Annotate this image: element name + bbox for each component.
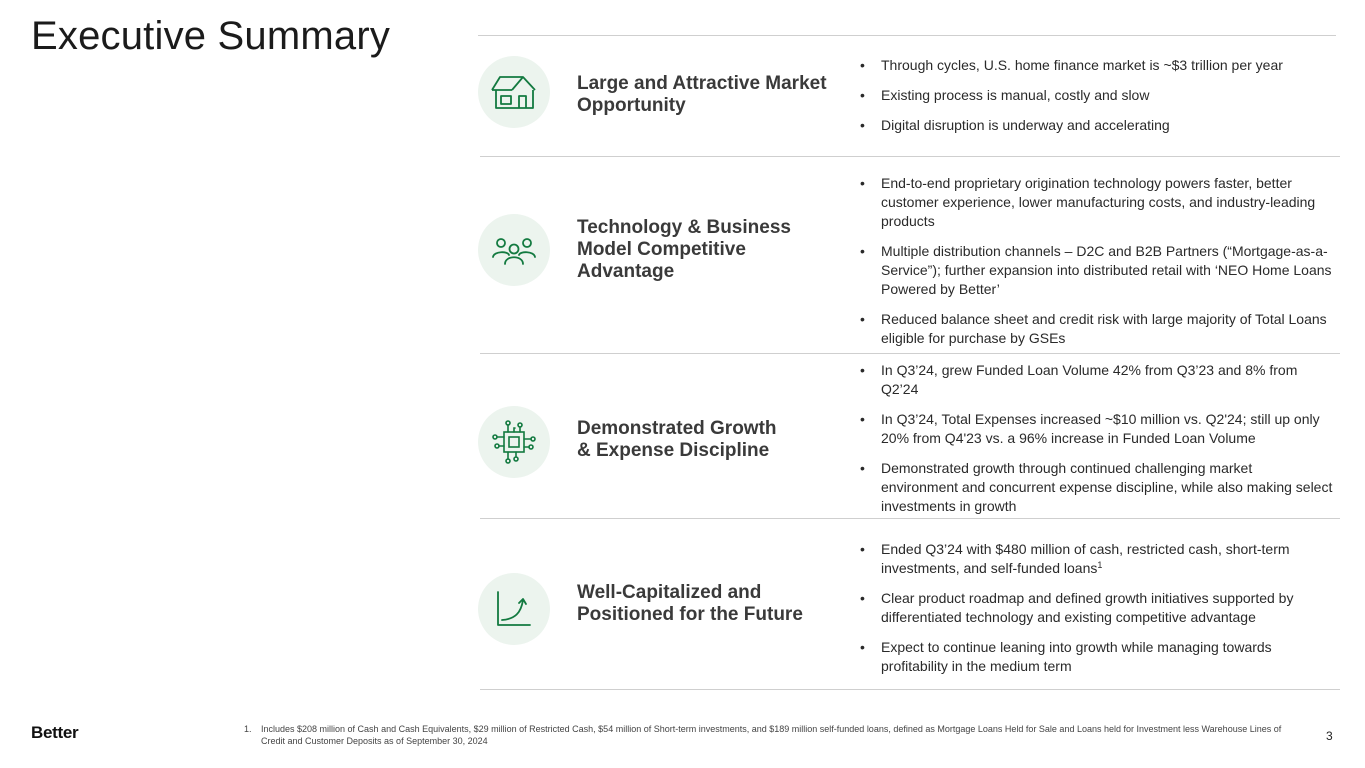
icon-badge bbox=[478, 406, 550, 478]
icon-badge bbox=[478, 573, 550, 645]
bullet-list bbox=[858, 56, 1333, 135]
bullet-item: • Demonstrated growth through continued challenging market environment and concurrent expense discipline, while also making select investments in growth bbox=[858, 459, 1333, 516]
section-growth-discipline bbox=[478, 354, 1340, 518]
section-heading bbox=[577, 418, 837, 462]
bullet-item: • Multiple distribution channels – D2C and B2B Partners (“Mortgage-as-a-Service”); further expansion into distributed retail with ‘NEO Home Loans Powered by Better’ bbox=[858, 242, 1333, 299]
divider bbox=[480, 689, 1340, 690]
bullet-item: • Expect to continue leaning into growth while managing towards profitability in the medium term bbox=[858, 638, 1333, 676]
footnote-text: Includes $208 million of Cash and Cash Equivalents, $29 million of Restricted Cash, $54 million of Short-term investments, and $189 million self-funded loans, defined as Mortgage Loans Held for Sale and Loans held for Investment less Warehouse Lines of Credit and Customer Deposits as of September 30, 2024 bbox=[261, 724, 1282, 746]
bullet-item: • In Q3’24, Total Expenses increased ~$10 million vs. Q2'24; still up only 20% from Q4'23 vs. a 96% increase in Funded Loan Volume bbox=[858, 410, 1333, 448]
bullet-text: Ended Q3’24 with $480 million of cash, restricted cash, short-term investments, and self-funded loans bbox=[881, 541, 1290, 576]
bullet-item: • Existing process is manual, costly and slow bbox=[858, 86, 1333, 105]
bullet-item: • End-to-end proprietary origination technology powers faster, better customer experience, lower manufacturing costs, and industry-leading products bbox=[858, 174, 1333, 231]
footnote bbox=[244, 723, 1304, 747]
people-icon bbox=[488, 224, 540, 276]
circuit-chip-icon bbox=[488, 416, 540, 468]
brand-logo: Better bbox=[31, 723, 79, 742]
page-number: 3 bbox=[1326, 729, 1333, 743]
section-market-opportunity bbox=[478, 36, 1340, 156]
icon-badge bbox=[478, 56, 550, 128]
bullet-item bbox=[858, 540, 1333, 578]
section-technology-advantage bbox=[478, 157, 1340, 353]
bullet-item: • Through cycles, U.S. home finance market is ~$3 trillion per year bbox=[858, 56, 1333, 75]
page-title: Executive Summary bbox=[31, 14, 391, 58]
bullet-item: • Clear product roadmap and defined growth initiatives supported by differentiated technology and existing competitive advantage bbox=[858, 589, 1333, 627]
house-icon bbox=[488, 66, 540, 118]
section-heading: Well-Capitalized and Positioned for the Future bbox=[577, 582, 803, 625]
bullet-item: • In Q3’24, grew Funded Loan Volume 42% from Q3’23 and 8% from Q2’24 bbox=[858, 361, 1333, 399]
icon-badge bbox=[478, 214, 550, 286]
section-well-capitalized bbox=[478, 519, 1340, 689]
footnote-number: 1. bbox=[244, 724, 252, 734]
bullet-list bbox=[858, 361, 1333, 516]
section-heading-line: & Expense Discipline bbox=[577, 440, 770, 461]
section-heading: Technology & Business Model Competitive Advantage bbox=[577, 217, 791, 282]
bullet-item: • Digital disruption is underway and accelerating bbox=[858, 116, 1333, 135]
bullet-item: • Reduced balance sheet and credit risk with large majority of Total Loans eligible for purchase by GSEs bbox=[858, 310, 1333, 348]
footnote-ref: 1 bbox=[1097, 560, 1103, 570]
section-heading: Large and Attractive Market Opportunity bbox=[577, 73, 827, 116]
bullet-list bbox=[858, 174, 1333, 348]
growth-chart-icon bbox=[488, 583, 540, 635]
section-heading-line: Demonstrated Growth bbox=[577, 418, 777, 439]
bullet-list bbox=[858, 540, 1333, 676]
